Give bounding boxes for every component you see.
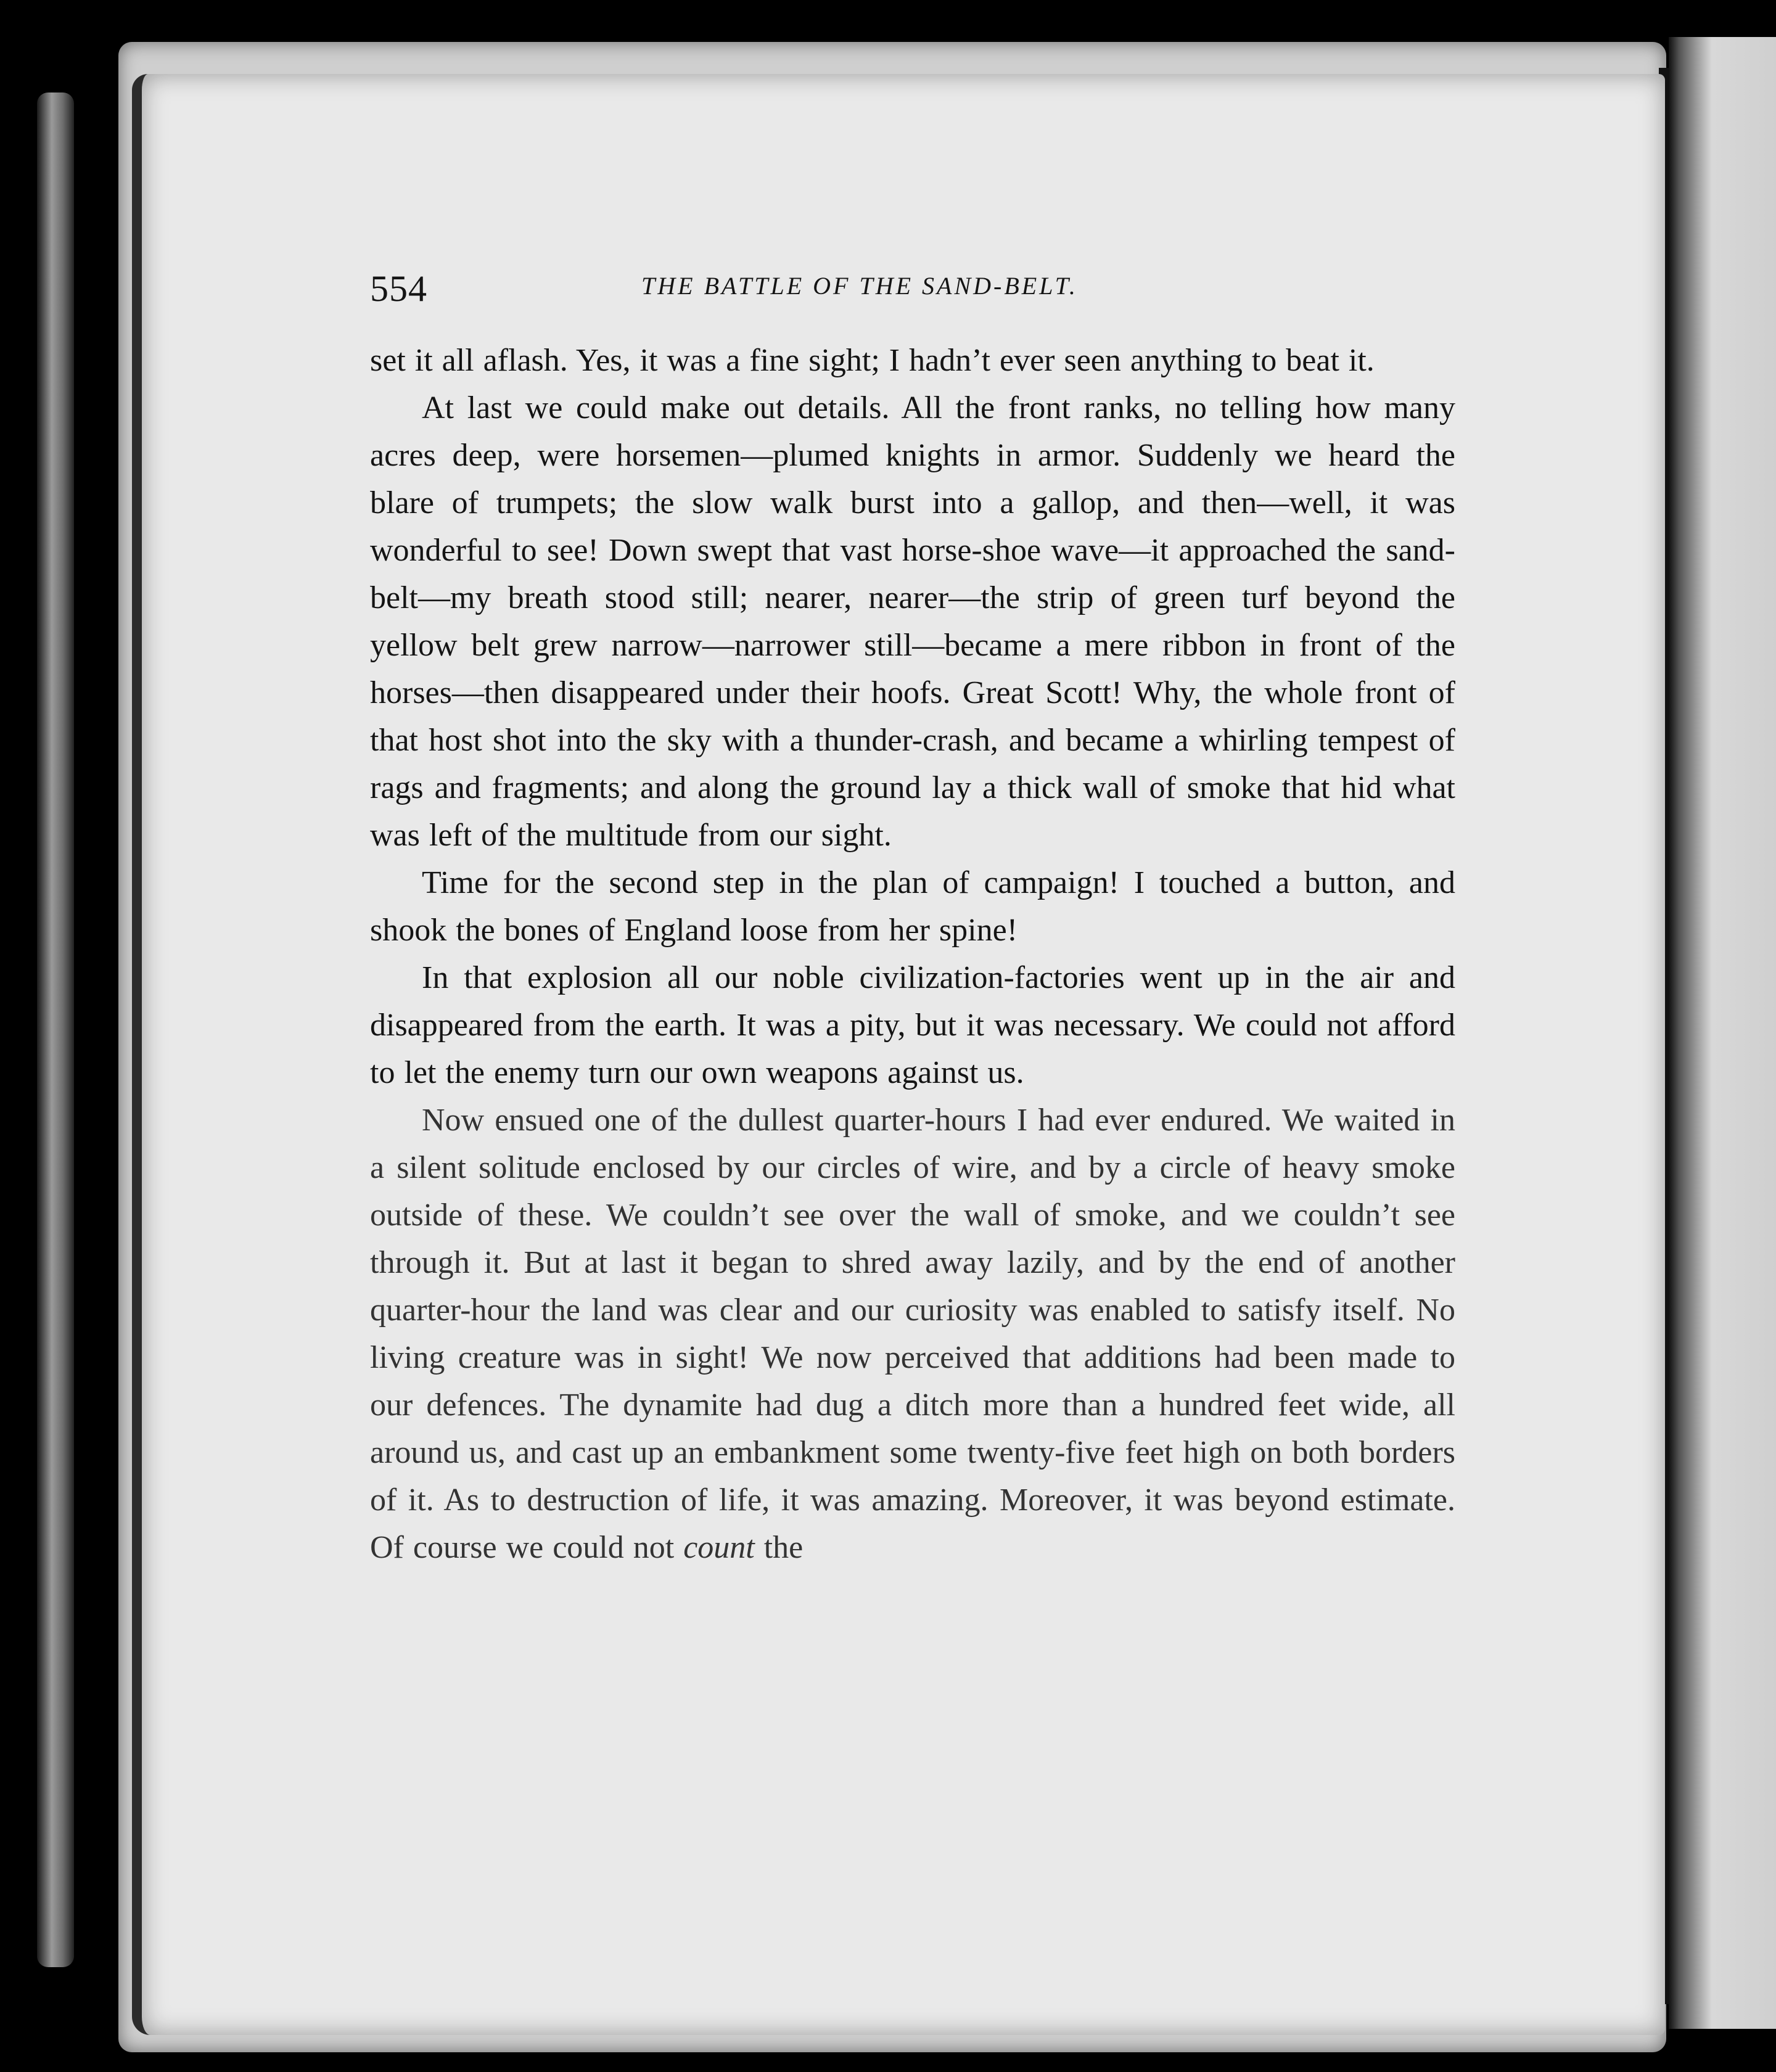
paragraph-5-text: Now ensued one of the dullest quarter-hours I had ever endured. We waited in a silent solitude enclosed by our circles of wire, and by a circle of heavy smoke outside of these. We couldn’t see over the wall of smoke, and we couldn’t see through it. But at last it began to shred away lazily, and by the end of another quarter-hour the land was clear and our curiosity was enabled to satisfy itself. No living creature was in sight! We now perceived that additions had been made to our defences. The dynamite had dug a ditch more than a hundred feet wide, all around us, and cast up an embankment some twenty-five feet high on both borders of it. As to destruction of life, it was amazing. Moreover, it was beyond estimate. Of course we could not: [370, 1103, 1455, 1565]
paragraph-1: set it all aflash. Yes, it was a fine sight; I hadn’t ever seen anything to beat it.: [370, 343, 1375, 378]
paragraph-3: Time for the second step in the plan of campaign! I touched a button, and shook the bones of England loose from her spine!: [370, 865, 1455, 948]
page-number: 554: [370, 268, 427, 309]
paragraph-4: In that explosion all our noble civilization-factories went up in the air and disappeared from the earth. It was a pity, but it was necessary. We could not afford to let the enemy turn our own weapons against us.: [370, 960, 1455, 1090]
facing-page-edge: [1669, 37, 1776, 2029]
book-spine-edge: [37, 92, 74, 1967]
paragraph-2: At last we could make out details. All the front ranks, no telling how many acres deep, were horsemen—plumed knights in armor. Suddenly we heard the blare of trumpets; the slow walk burst into a gallop, and then—well, it was wonderful to see! Down swept that vast horse-shoe wave—it approached the sand-belt—my breath stood still; nearer, nearer—the strip of green turf beyond the yellow belt grew narrow—narrower still—became a mere ribbon in front of the horses—then disappeared under their hoofs. Great Scott! Why, the whole front of that host shot into the sky with a thunder-crash, and became a whirling tempest of rags and fragments; and along the ground lay a thick wall of smoke that hid what was left of the multitude from our sight.: [370, 390, 1455, 853]
paragraph-5-emphasis: count: [683, 1530, 755, 1565]
page-content: [370, 259, 1455, 1571]
page-header: [370, 259, 1455, 314]
paragraph-5: [370, 1096, 1455, 1571]
body-text: [370, 337, 1455, 1571]
paragraph-5-tail: the: [754, 1530, 804, 1565]
running-title: THE BATTLE OF THE SAND-BELT.: [641, 272, 1078, 300]
